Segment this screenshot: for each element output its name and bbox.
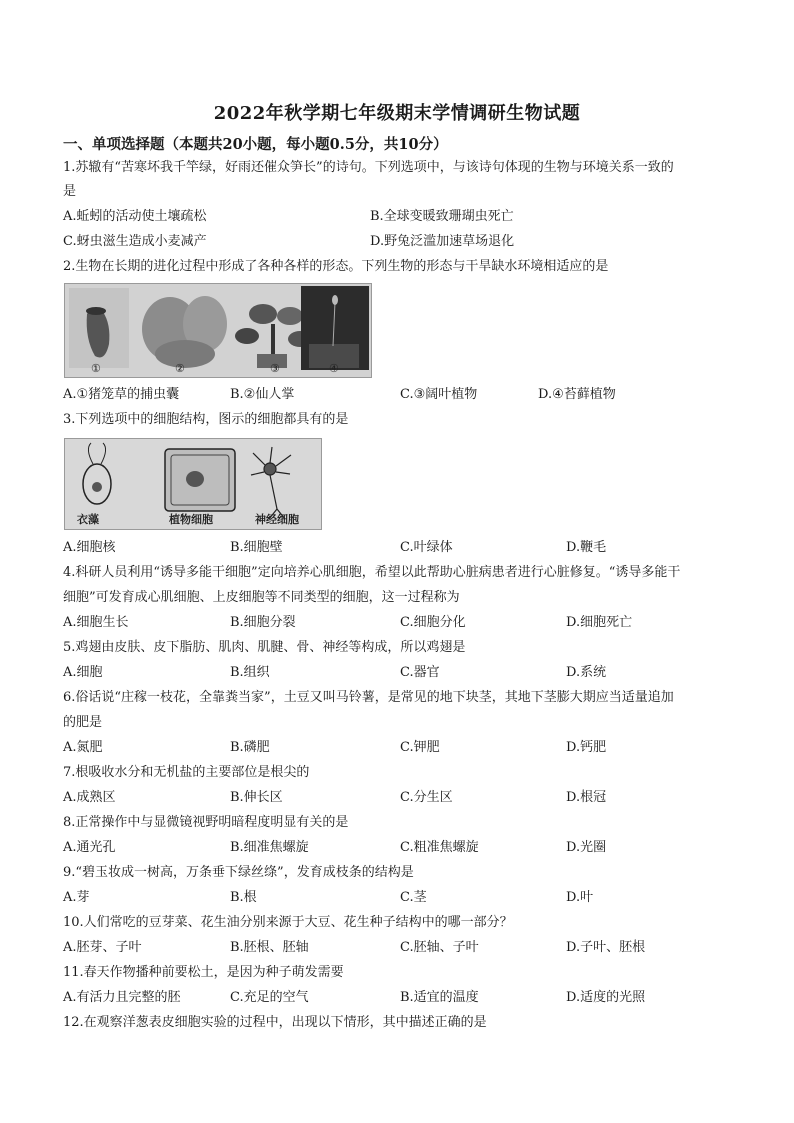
question-3-line-1: 3.下列选项中的细胞结构，图示的细胞都具有的是 (63, 412, 349, 427)
q3-option-c: C.叶绿体 (400, 540, 453, 555)
q6-option-b: B.磷肥 (230, 740, 270, 755)
question-7-line-1: 7.根吸收水分和无机盐的主要部位是根尖的 (63, 765, 310, 780)
q9-option-b: B.根 (230, 890, 257, 905)
q5-option-d: D.系统 (566, 665, 607, 680)
pitcher-plant-image (69, 288, 129, 368)
q9-option-c: C.茎 (400, 890, 427, 905)
plant-cell-image (165, 449, 235, 511)
question-4-line-2: 细胞”可发育成心肌细胞、上皮细胞等不同类型的细胞，这一过程称为 (63, 590, 460, 605)
page-title: 2022年秋学期七年级期末学情调研生物试题 (213, 103, 581, 124)
q3-option-b: B.细胞壁 (230, 540, 283, 555)
question-11-line-1: 11.春天作物播种前要松土，是因为种子萌发需要 (63, 965, 344, 980)
q10-option-a: A.胚芽、子叶 (63, 940, 142, 955)
question-2-line-1: 2.生物在长期的进化过程中形成了各种各样的形态。下列生物的形态与干旱缺水环境相适应的是 (63, 259, 609, 274)
q7-option-d: D.根冠 (566, 790, 607, 805)
fig3-label-neuron: 神经细胞 (255, 513, 299, 526)
q4-option-a: A.细胞生长 (63, 615, 129, 630)
question-9-line-1: 9.“碧玉妆成一树高，万条垂下绿丝绦”，发育成枝条的结构是 (63, 865, 414, 880)
plants-illustration (65, 284, 371, 377)
q8-option-d: D.光圈 (566, 840, 607, 855)
cells-figure (64, 438, 322, 530)
q3-option-d: D.鞭毛 (566, 540, 607, 555)
moss-image (301, 286, 369, 370)
q6-option-c: C.钾肥 (400, 740, 440, 755)
q8-option-c: C.粗准焦螺旋 (400, 840, 479, 855)
q2-option-a: A.①猪笼草的捕虫囊 (63, 387, 180, 402)
question-4-line-1: 4.科研人员利用“诱导多能干细胞”定向培养心肌细胞，希望以此帮助心脏病患者进行心脏修复。“诱导多能干 (63, 565, 681, 580)
q2-option-b: B.②仙人掌 (230, 387, 295, 402)
q9-option-d: D.叶 (566, 890, 594, 905)
q11-option-a: A.有活力且完整的胚 (63, 990, 181, 1005)
q11-option-b: B.适宜的温度 (400, 990, 479, 1005)
fig2-label-2: ② (175, 362, 185, 375)
q1-option-c: C.蚜虫滋生造成小麦减产 (63, 234, 207, 249)
fig2-label-4: ④ (329, 362, 339, 375)
q11-option-c: C.充足的空气 (230, 990, 309, 1005)
question-5-line-1: 5.鸡翅由皮肤、皮下脂肪、肌肉、肌腱、骨、神经等构成，所以鸡翅是 (63, 640, 466, 655)
q7-option-c: C.分生区 (400, 790, 453, 805)
q4-option-c: C.细胞分化 (400, 615, 466, 630)
q2-option-d: D.④苔藓植物 (538, 387, 616, 402)
q10-option-d: D.子叶、胚根 (566, 940, 646, 955)
q1-option-a: A.蚯蚓的活动使土壤疏松 (63, 209, 207, 224)
fig3-label-plant-cell: 植物细胞 (169, 513, 213, 526)
question-8-line-1: 8.正常操作中与显微镜视野明暗程度明显有关的是 (63, 815, 349, 830)
plants-figure (64, 283, 372, 378)
q7-option-a: A.成熟区 (63, 790, 116, 805)
q1-option-d: D.野兔泛滥加速草场退化 (370, 234, 515, 249)
q5-option-c: C.器官 (400, 665, 440, 680)
q11-option-d: D.适度的光照 (566, 990, 646, 1005)
fig3-label-chlamydomonas: 衣藻 (77, 513, 99, 526)
fig2-label-3: ③ (270, 362, 280, 375)
q10-option-b: B.胚根、胚轴 (230, 940, 309, 955)
q5-option-a: A.细胞 (63, 665, 103, 680)
q4-option-b: B.细胞分裂 (230, 615, 296, 630)
question-1-line-1: 1.苏辙有“苦寒坏我千竿绿，好雨还催众笋长”的诗句。下列选项中，与该诗句体现的生物与环境关系一致的 (63, 160, 674, 175)
q8-option-a: A.通光孔 (63, 840, 116, 855)
q6-option-d: D.钙肥 (566, 740, 607, 755)
question-6-line-1: 6.俗话说“庄稼一枝花，全靠粪当家”，土豆又叫马铃薯，是常见的地下块茎，其地下茎膨大期应当适量追加 (63, 690, 674, 705)
q9-option-a: A.芽 (63, 890, 90, 905)
q10-option-c: C.胚轴、子叶 (400, 940, 479, 955)
fig2-label-1: ① (91, 362, 101, 375)
question-6-line-2: 的肥是 (63, 715, 103, 730)
q6-option-a: A.氮肥 (63, 740, 103, 755)
q4-option-d: D.细胞死亡 (566, 615, 633, 630)
q8-option-b: B.细准焦螺旋 (230, 840, 309, 855)
q7-option-b: B.伸长区 (230, 790, 283, 805)
question-10-line-1: 10.人们常吃的豆芽菜、花生油分别来源于大豆、花生种子结构中的哪一部分？ (63, 915, 513, 930)
question-1-line-2: 是 (63, 184, 77, 199)
q1-option-b: B.全球变暖致珊瑚虫死亡 (370, 209, 514, 224)
q5-option-b: B.组织 (230, 665, 270, 680)
section-heading: 一、单项选择题（本题共20小题，每小题0.5分，共10分） (63, 136, 448, 153)
question-12-line-1: 12.在观察洋葱表皮细胞实验的过程中，出现以下情形，其中描述正确的是 (63, 1015, 487, 1030)
q2-option-c: C.③阔叶植物 (400, 387, 478, 402)
q3-option-a: A.细胞核 (63, 540, 116, 555)
